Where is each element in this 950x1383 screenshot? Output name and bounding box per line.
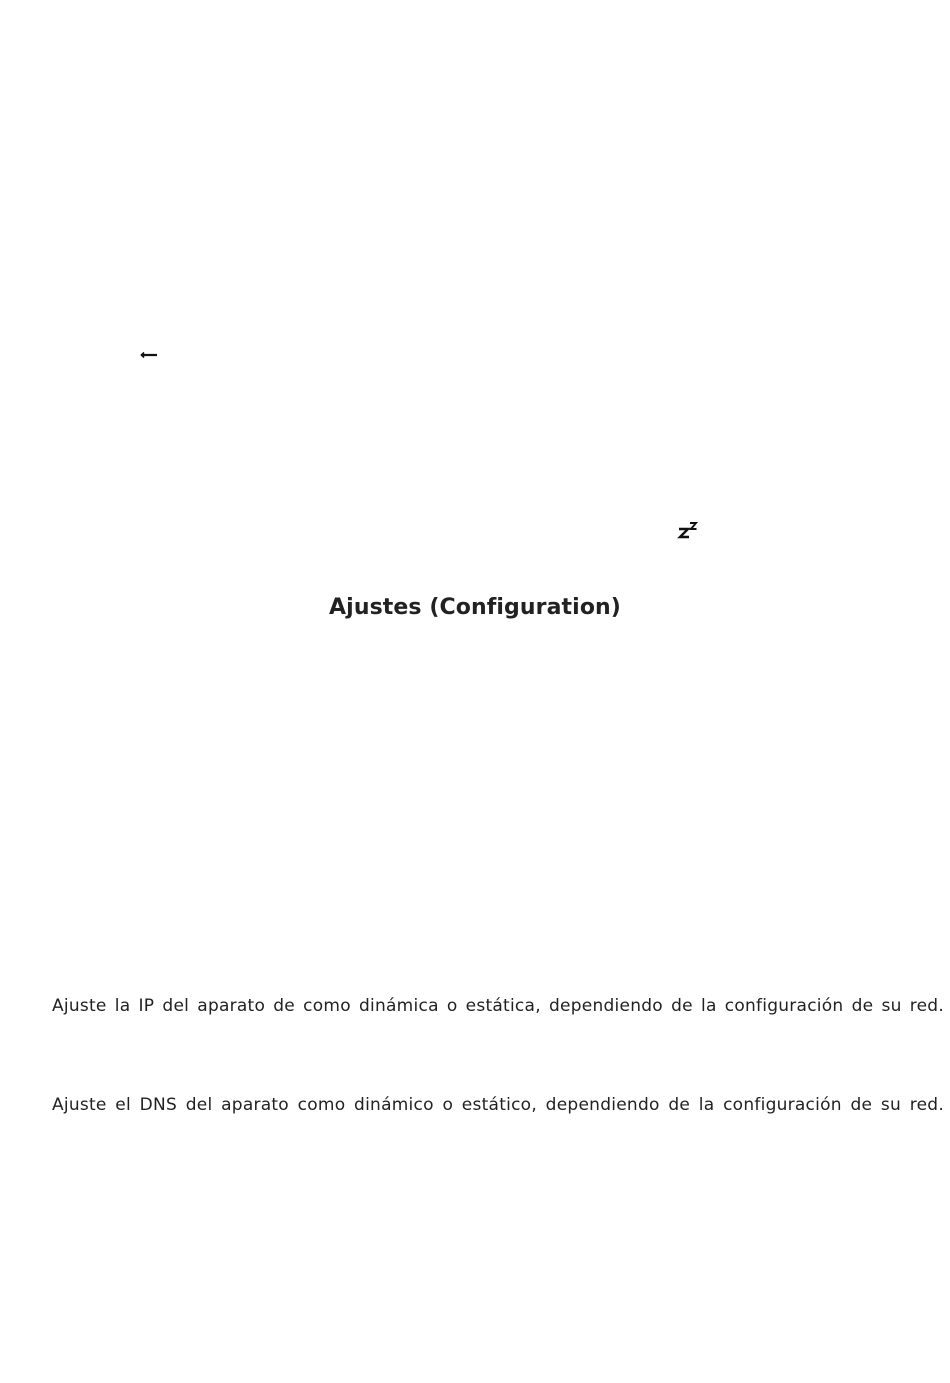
ip-setting-description: Ajuste la IP del aparato de como dinámica o estática, dependiendo de la configuración de su red. — [52, 996, 944, 1016]
dns-setting-description: Ajuste el DNS del aparato como dinámico o estático, dependiendo de la configuración de su red. — [52, 1095, 944, 1115]
arrow-left-icon[interactable] — [139, 345, 157, 361]
sleep-zz-icon — [676, 520, 700, 540]
page-title: Ajustes (Configuration) — [329, 595, 621, 620]
